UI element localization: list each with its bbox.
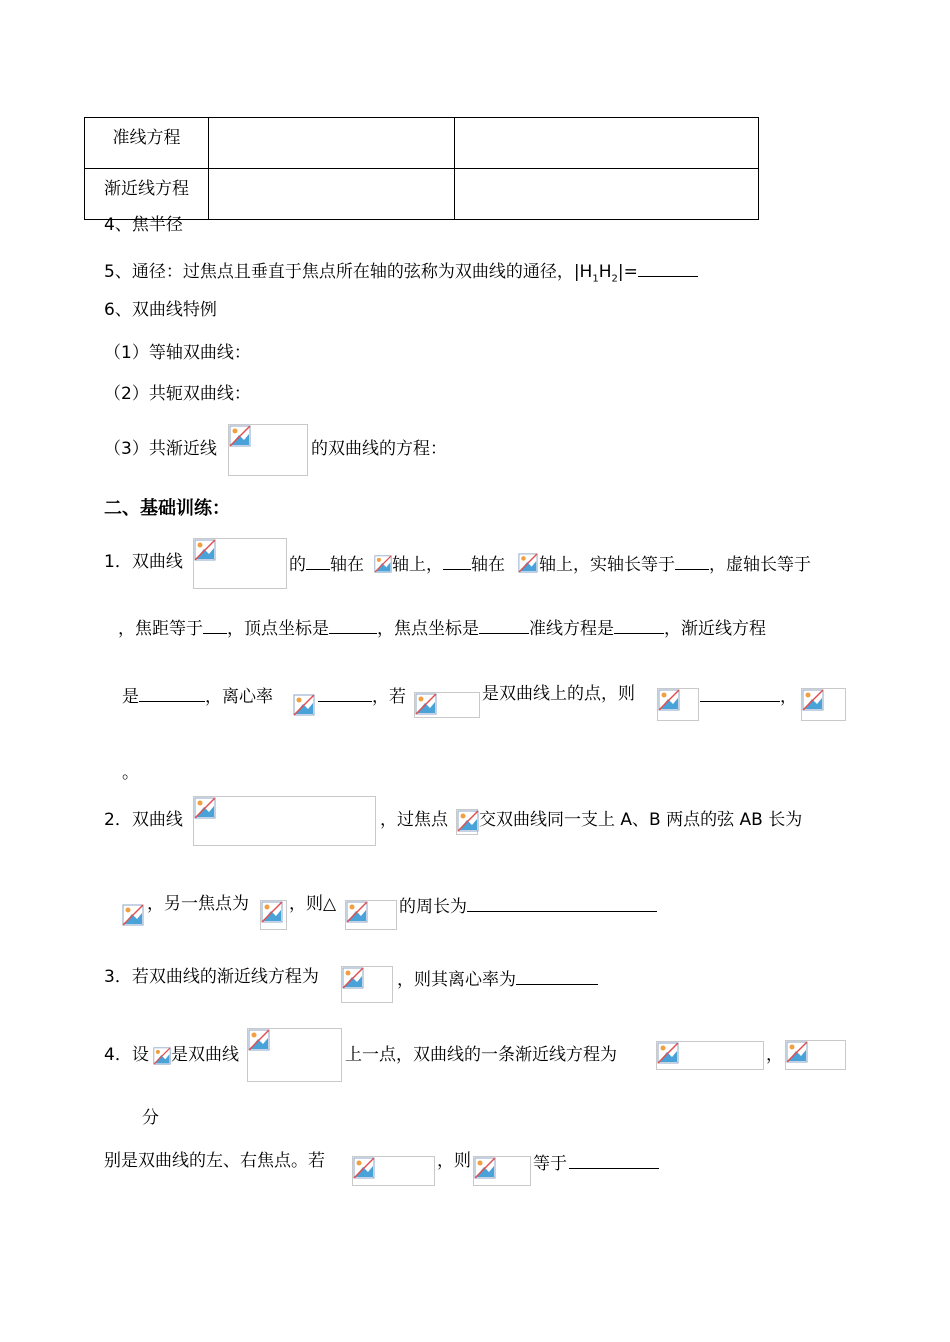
- broken-image-icon: [518, 553, 538, 573]
- q1-text: 是双曲线上的点，则: [482, 684, 635, 704]
- q3-text: [397, 966, 598, 991]
- item-special: 6、双曲线特例: [104, 300, 217, 320]
- formula-image: [345, 900, 397, 930]
- q4-text: 别是双曲线的左、右焦点。若: [104, 1151, 325, 1171]
- formula-image: [473, 1156, 531, 1186]
- formula-image: [153, 1047, 171, 1065]
- answer-blank: [675, 551, 709, 570]
- table-row: [85, 169, 759, 220]
- answer-blank: [318, 683, 372, 702]
- q1-text: [539, 551, 811, 576]
- table-cell: [209, 118, 455, 169]
- q1-text: [289, 551, 364, 576]
- formula-image: [122, 904, 146, 926]
- q4-segment: 等于: [533, 1154, 567, 1174]
- q1-text: [700, 683, 797, 708]
- formula-image: [193, 538, 287, 589]
- answer-blank: [479, 615, 529, 634]
- table-row: [85, 118, 759, 169]
- q2-text: ，则△: [289, 894, 337, 914]
- item-common-asym-post: 的双曲线的方程：: [311, 439, 447, 459]
- item-focal-radius: 4、焦半径: [104, 215, 183, 235]
- formula-image: [193, 796, 376, 846]
- q2-text: 2．双曲线: [104, 810, 183, 830]
- subscript: 1: [592, 273, 599, 285]
- q4-text: ，: [766, 1045, 783, 1065]
- answer-blank: [306, 551, 330, 570]
- section-title: 二、基础训练：: [104, 498, 230, 519]
- table-cell: [455, 118, 759, 169]
- q2-text: [399, 893, 657, 918]
- formula-image: [785, 1040, 846, 1070]
- latus-text: |=: [617, 262, 638, 282]
- answer-blank: [638, 258, 698, 277]
- broken-image-icon: [658, 689, 680, 711]
- q1-segment: ，顶点坐标是: [227, 619, 329, 639]
- broken-image-icon: [122, 904, 144, 926]
- answer-blank: [516, 966, 598, 985]
- q1-segment: 的: [289, 555, 306, 575]
- broken-image-icon: [474, 1157, 496, 1179]
- q1-text: [118, 615, 766, 640]
- q1-segment: 轴在: [330, 555, 364, 575]
- broken-image-icon: [353, 1157, 375, 1179]
- q1-text: [392, 551, 505, 576]
- broken-image-icon: [415, 693, 437, 715]
- q1-segment: 是: [122, 687, 139, 707]
- q1-segment: 轴上，: [392, 555, 443, 575]
- answer-blank: [329, 615, 377, 634]
- table-cell-label: 渐近线方程: [85, 169, 209, 220]
- formula-image: [293, 694, 317, 716]
- latus-text: 5、通径：过焦点且垂直于焦点所在轴的弦称为双曲线的通径，|H: [104, 262, 593, 282]
- q1-text: [318, 683, 406, 708]
- formula-image: [414, 692, 480, 718]
- q4-text: [533, 1150, 659, 1175]
- latus-text: H: [598, 262, 612, 282]
- q4-text: ，则: [437, 1151, 471, 1171]
- answer-blank: [569, 1150, 659, 1169]
- broken-image-icon: [342, 967, 364, 989]
- answer-blank: [139, 683, 205, 702]
- q1-segment: 轴在: [471, 555, 505, 575]
- q3-text: 3．若双曲线的渐近线方程为: [104, 967, 319, 987]
- q2-text: ，另一焦点为: [147, 894, 249, 914]
- q1-segment: 准线方程是: [529, 619, 614, 639]
- q4-text: 4．设: [104, 1045, 149, 1065]
- table-cell: [455, 169, 759, 220]
- q1-segment: ，渐近线方程: [664, 619, 766, 639]
- formula-image: [656, 1041, 764, 1070]
- broken-image-icon: [374, 555, 392, 573]
- q1-text: 1．双曲线: [104, 552, 183, 572]
- broken-image-icon: [293, 694, 315, 716]
- item-common-asym-pre: （3）共渐近线: [104, 439, 217, 459]
- q1-text: 。: [122, 763, 139, 783]
- answer-blank: [614, 615, 664, 634]
- formula-image: [657, 688, 699, 721]
- item-conjugate: （2）共轭双曲线：: [104, 384, 251, 404]
- item-equilateral: （1）等轴双曲线：: [104, 343, 251, 363]
- formula-image: [352, 1156, 435, 1186]
- q2-text: 交双曲线同一支上 A、B 两点的弦 AB 长为: [479, 810, 803, 830]
- q1-segment: ，若: [372, 687, 406, 707]
- q1-segment: 轴上，实轴长等于: [539, 555, 675, 575]
- broken-image-icon: [261, 901, 283, 923]
- properties-table: [84, 117, 759, 220]
- table-cell-label: 准线方程: [85, 118, 209, 169]
- broken-image-icon: [802, 689, 824, 711]
- formula-image: [260, 900, 287, 930]
- q4-text: 分: [142, 1108, 159, 1128]
- broken-image-icon: [786, 1041, 808, 1063]
- item-latus-rectum: [104, 258, 698, 290]
- answer-blank: [443, 551, 471, 570]
- subscript: 2: [611, 273, 618, 285]
- q4-text: 上一点，双曲线的一条渐近线方程为: [345, 1045, 617, 1065]
- q1-segment: ，离心率: [205, 687, 273, 707]
- q3-segment: ，则其离心率为: [397, 970, 516, 990]
- answer-blank: [467, 893, 657, 912]
- broken-image-icon: [657, 1042, 679, 1064]
- answer-blank: [203, 615, 227, 634]
- q1-text: [122, 683, 273, 708]
- formula-image: [341, 966, 393, 1003]
- q1-segment: ，: [780, 687, 797, 707]
- q2-text: ，过焦点: [380, 810, 448, 830]
- broken-image-icon: [194, 539, 216, 561]
- formula-image: [456, 809, 478, 835]
- formula-image: [374, 555, 392, 573]
- broken-image-icon: [346, 901, 368, 923]
- formula-image: [247, 1028, 342, 1082]
- broken-image-icon: [194, 797, 216, 819]
- broken-image-icon: [229, 425, 251, 447]
- q2-segment: 的周长为: [399, 897, 467, 917]
- broken-image-icon: [153, 1047, 171, 1065]
- answer-blank: [700, 683, 780, 702]
- q1-segment: ，焦距等于: [118, 619, 203, 639]
- formula-image: [801, 688, 846, 721]
- q1-segment: ，焦点坐标是: [377, 619, 479, 639]
- table-cell: [209, 169, 455, 220]
- formula-image: [228, 424, 308, 476]
- broken-image-icon: [457, 810, 479, 832]
- q1-segment: ，虚轴长等于: [709, 555, 811, 575]
- formula-image: [518, 553, 538, 573]
- broken-image-icon: [248, 1029, 270, 1051]
- q4-text: 是双曲线: [171, 1045, 239, 1065]
